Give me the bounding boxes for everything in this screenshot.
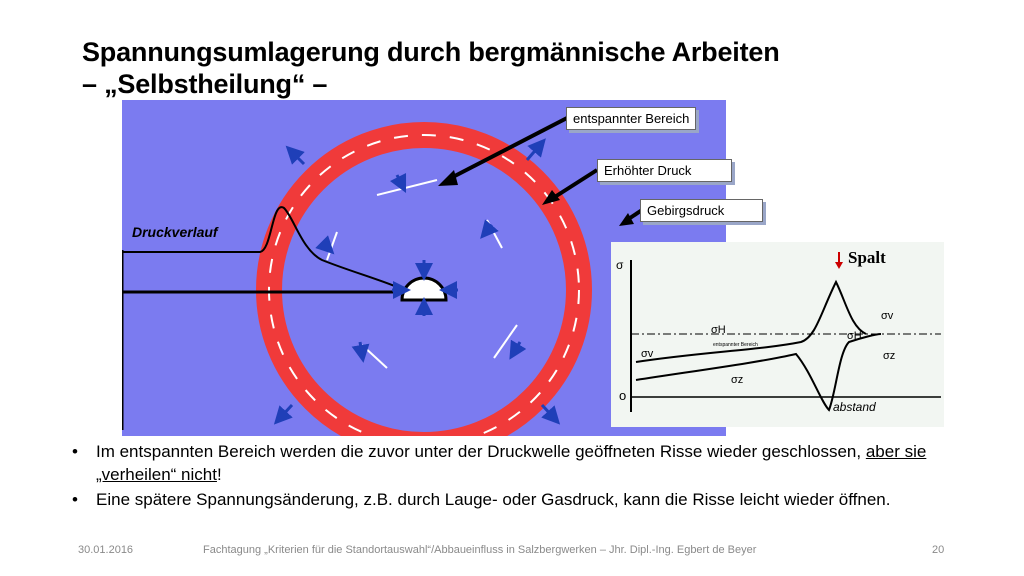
footer-event: Fachtagung „Kriterien für die Standortauswahl“/Abbaueinfluss in Salzbergwerken – Jhr. Dipl.-Ing. Egbert de Beyer (203, 544, 757, 556)
sigma-h-left: σH (711, 324, 726, 336)
spalt-label: Spalt (848, 248, 886, 267)
opening-shape (402, 278, 446, 300)
footer-date: 30.01.2016 (78, 544, 134, 556)
crack-line (327, 232, 337, 260)
bullet-item-2 (68, 488, 928, 511)
druckverlauf-label: Druckverlauf (132, 224, 218, 240)
crack-line (487, 220, 502, 248)
inset-y-axis-label: σ (616, 258, 624, 272)
inset-zero-label: o (619, 388, 627, 403)
bullet-1-text: Im entspannten Bereich werden die zuvor unter der Druckwelle geöffneten Risse wieder geschlossen, (96, 442, 866, 461)
title-line-2: – „Selbstheilung“ – (82, 69, 328, 99)
sigma-v-left: σv (641, 348, 654, 360)
entspannter-small-label: entspannter Bereich (713, 342, 758, 348)
sigma-h-right: σH (847, 330, 862, 342)
sigma-z-left: σz (731, 374, 744, 386)
crack-line (377, 180, 437, 195)
bullet-list (68, 440, 928, 513)
stress-profile-svg (611, 242, 944, 427)
sigma-v-right: σv (881, 310, 894, 322)
bullet-item-1 (68, 440, 928, 486)
footer-page-number: 20 (932, 544, 945, 556)
crack-line (494, 325, 517, 358)
abstand-label: abstand (833, 400, 876, 414)
crack-line (362, 345, 387, 368)
title-line-1: Spannungsumlagerung durch bergmännische Arbeiten (82, 37, 780, 67)
bullet-1-end: ! (216, 465, 222, 484)
callout-entspannter-bereich: entspannter Bereich (566, 107, 696, 130)
stress-profile-inset (611, 242, 944, 427)
bullet-2-text: Eine spätere Spannungsänderung, z.B. durch Lauge- oder Gasdruck, kann die Risse leicht wieder öffnen. (96, 490, 891, 509)
bullet-1-underlined: aber sie „verheilen“ nicht (96, 442, 927, 484)
slide-title (82, 36, 780, 100)
callout-gebirgsdruck: Gebirgsdruck (640, 199, 763, 222)
callout-erhoehter-druck: Erhöhter Druck (597, 159, 732, 182)
sigma-z-right: σz (883, 350, 896, 362)
